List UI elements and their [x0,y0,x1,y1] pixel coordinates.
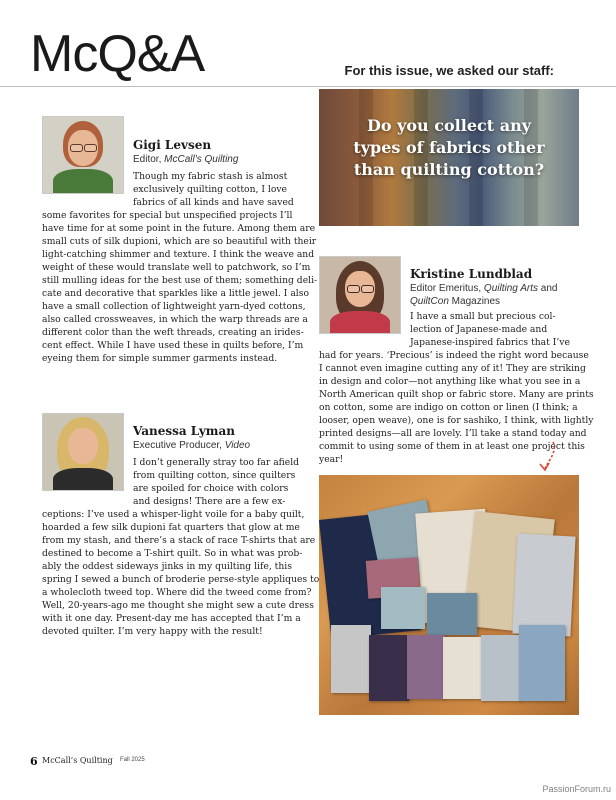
answer-line: North American quilt shop or fabric store. Many are prints [319,389,594,400]
answer-line: some favorites for special but unspecified projects I’ll [42,210,293,221]
page-number: 6 [30,755,38,768]
footer-magazine-name: McCall’s Quilting [42,756,113,765]
answer-line: cate and decorative that sparkles like a little jewel. I also [42,288,309,299]
answer-line: with it one day. Present-day me has accepted that I’m a [42,613,301,624]
question-text [319,115,579,181]
answer-line: I have a small but precious col- [410,311,556,322]
portrait-kristine-lundblad [319,256,401,334]
answer-line: had for years. ‘Precious’ is indeed the right word because [319,350,589,361]
staff-name: Gigi Levsen [133,138,212,152]
answer-line: cent effect. While I have used these in quilts before, I’m [42,340,304,351]
answer-line: I cannot even imagine cutting any of it! They are striking [319,363,586,374]
answer-line: hoarded a few silk dupioni fat quarters that glow at me [42,522,300,533]
answer-line: have a small collection of lightweight yarn-dyed cottons, [42,301,306,312]
answer-line: from my stash, and there’s a stack of race T-shirts that are [42,535,316,546]
watermark: PassionForum.ru [542,784,611,794]
answer-line: lection of Japanese-made and [410,324,548,335]
question-line: Do you collect any [366,116,532,135]
portrait-vanessa-lyman [42,413,124,491]
question-line: than quilting cotton? [353,160,545,179]
staff-role: Executive Producer, Video [133,440,251,451]
answer-line: still mulling ideas for the best use of them; something deli- [42,275,318,286]
answer-line: from quilting cotton, since quilters [133,470,296,481]
header-divider [0,86,616,87]
answer-line: eyeing them for simple summer garments instead. [42,353,278,364]
question-banner [319,89,579,226]
answer-line: I don’t generally stray too far afield [133,457,300,468]
answer-line: Well, 20-years-ago me thought she might sew a cute dress [42,600,314,611]
section-tagline: For this issue, we asked our staff: [344,63,554,78]
answer-line: different color than the weft threads, creating an irides- [42,327,304,338]
answer-line: spring I sewed a bunch of broderie perse-style appliques to [42,574,320,585]
staff-name: Kristine Lundblad [410,267,533,281]
staff-name: Vanessa Lyman [133,424,235,438]
answer-line: fabrics of all kinds and have saved [133,197,294,208]
answer-line: a wholecloth tweed top. Where did the tweed come from? [42,587,312,598]
answer-line: destined to become a T-shirt quilt. So in what was prob- [42,548,303,559]
staff-role: Editor, McCall’s Quilting [133,154,239,165]
staff-role: Editor Emeritus, Quilting Arts and [410,283,558,294]
answer-line: are spoiled for choice with colors [133,483,289,494]
answer-line: also called crossweaves, in which the warp threads are a [42,314,308,325]
answer-line: Though my fabric stash is almost [133,171,288,182]
answer-line: year! [319,454,344,465]
answer-line: Japanese-inspired fabrics that I’ve [410,337,570,348]
answer-line: exclusively quilting cotton, I love [133,184,287,195]
answer-line: commit to using some of them in at least one project this [319,441,585,452]
staff-role: QuiltCon Magazines [410,296,501,307]
answer-line: have time for at some point in the future. Among them are [42,223,316,234]
answer-line: looser, open weave), one is for sashiko, I think, with lightly [319,415,594,426]
answer-line: ably the oddest sideways jinks in my quilting life, this [42,561,292,572]
answer-line: and designs! There are a few ex- [133,496,286,507]
answer-line: small cuts of silk dupioni, which are so beautiful with their [42,236,317,247]
question-line: types of fabrics other [353,138,545,157]
footer-issue: Fall 2025 [120,757,145,763]
magazine-section-title: McQ&A [30,25,205,83]
answer-line: on cotton, some are indigo on cotton or linen (I think; a [319,402,578,413]
answer-line: light-catching shimmer and texture. I think the weave and [42,249,315,260]
answer-line: ceptions: I’ve used a whisper-light voile for a baby quilt, [42,509,305,520]
portrait-gigi-levsen [42,116,124,194]
answer-line: devoted quilter. I’m very happy with the result! [42,626,263,637]
answer-line: printed designs—all are lovely. I’ll take a stand today and [319,428,587,439]
curved-arrow-icon [535,440,559,474]
answer-line: weight of these would translate well to patchwork, so I’m [42,262,311,273]
fabric-collection-photo [319,475,579,715]
answer-line: in design and color—not anything like what you see in a [319,376,581,387]
